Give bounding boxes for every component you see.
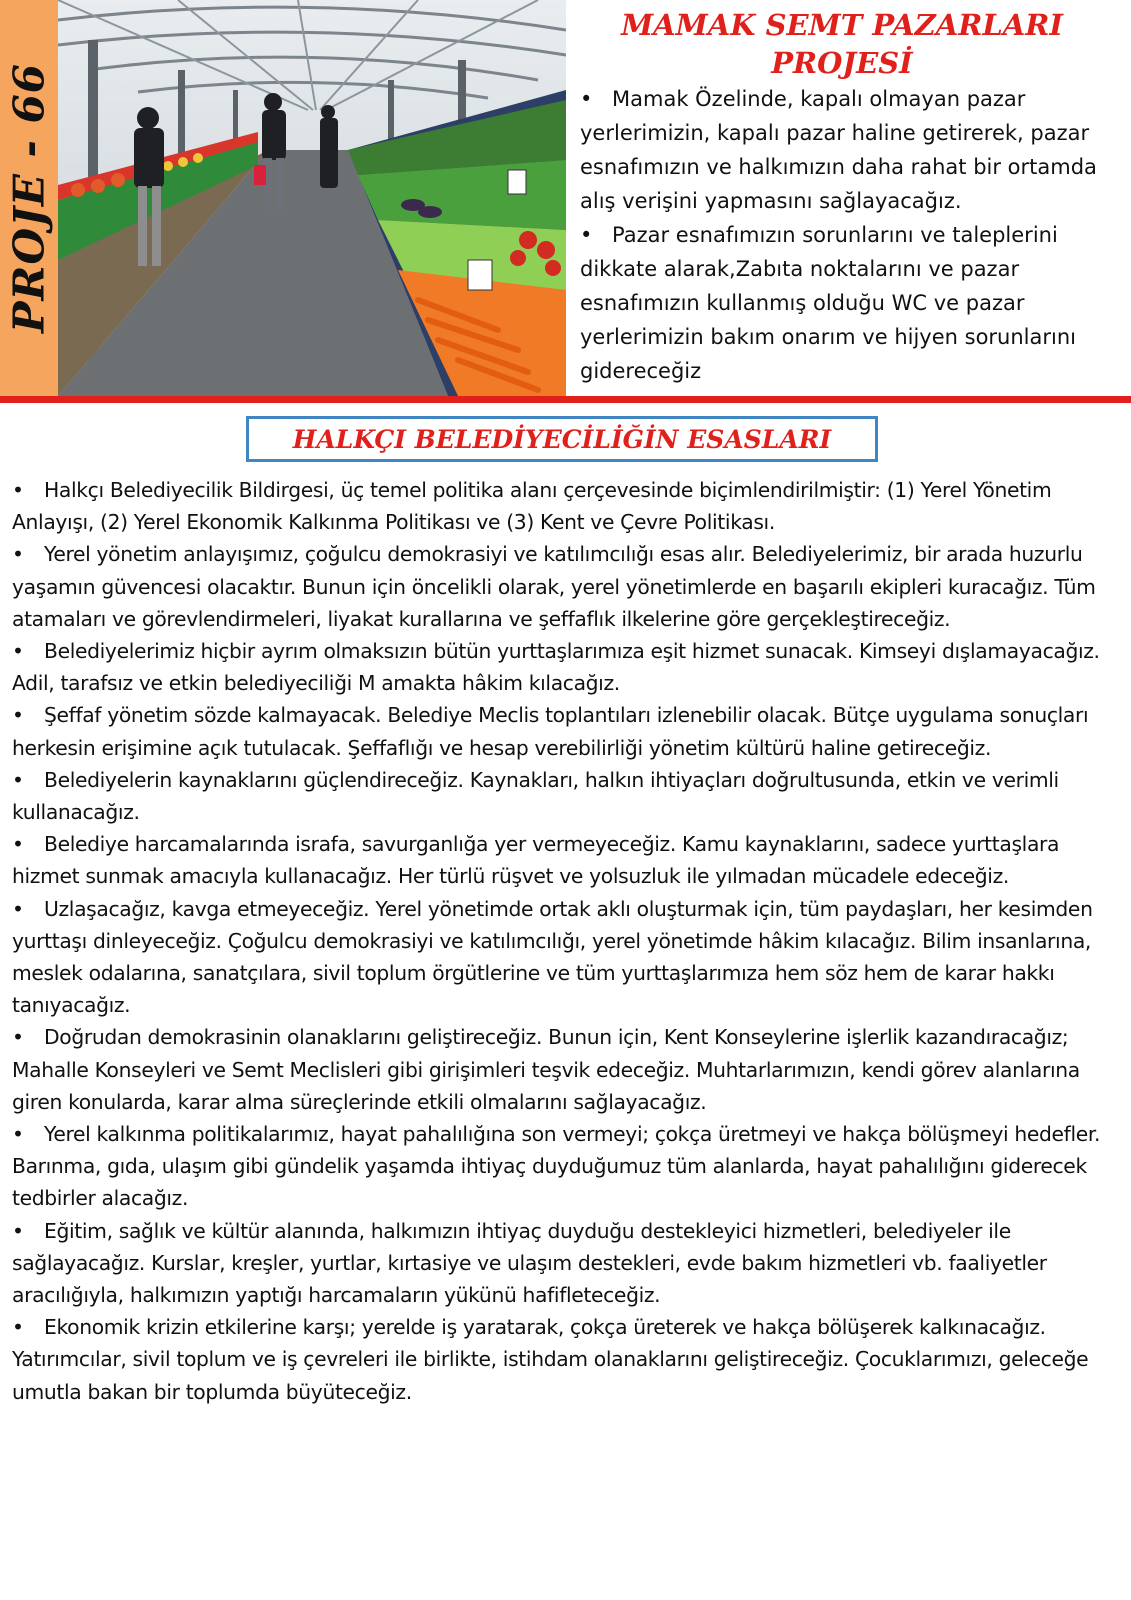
project-bullet: • Pazar esnafımızın sorunlarını ve taleplerini dikkate alarak,Zabıta noktalarını ve pazar esnafımızın kullanmış olduğu WC ve pazar yerlerimizin bakım onarım ve hijyen sorunlarını gidereceğiz xyxy=(580,223,1076,383)
principle-item: • Ekonomik krizin etkilerine karşı; yerelde iş yaratarak, çokça üreterek ve hakça bölüşerek kalkınacağız. xyxy=(12,1315,1046,1340)
principle-item: • Uzlaşacağız, kavga etmeyeceğiz. Yerel yönetimde ortak aklı oluşturmak için, tüm paydaşları, her kesimden yurttaşı dinleyeceğiz. Çoğulcu demokrasiyi ve katılımcılığı, yerel yönetimde hâkim kılacağız. Bilim insanlarına, meslek odalarına, sanatçılara, sivil toplum örgütlerine ve tüm yurttaşlarımıza hem söz hem de karar hakkı tanıyacağız. xyxy=(12,896,1093,1018)
principle-item: • Eğitim, sağlık ve kültür alanında, halkımızın ihtiyaç duyduğu destekleyici hizmetleri, belediyeler ile sağlayacağız. Kurslar, kreşler, yurtlar, kırtasiye ve ulaşım destekleri, evde bakım hizmetleri vb. faaliyetler xyxy=(12,1218,1047,1275)
market-photo xyxy=(58,0,566,396)
principle-item: • Halkçı Belediyecilik Bildirgesi, üç temel politika alanı çerçevesinde biçimlendirilmiştir: (1) Yerel Yönetim Anlayışı, (2) Yerel Ekonomik Kalkınma Politikası ve (3) Kent ve Çevre Politikası. xyxy=(12,478,1052,535)
section-title-box xyxy=(246,416,878,462)
principle-item: • Yerel kalkınma politikalarımız, hayat pahalılığına son vermeyi; çokça üretmeyi ve hakça bölüşmeyi hedefler. Barınma, gıda, ulaşım gibi gündelik yaşamda ihtiyaç duyduğumuz tüm alanlarda, hayat pahalılığını giderecek tedbirler alacağız. xyxy=(12,1122,1101,1211)
project-number-tab xyxy=(0,0,58,396)
section-divider xyxy=(0,396,1131,403)
principle-item: • Belediyelerin kaynaklarını güçlendireceğiz. Kaynakları, halkın ihtiyaçları doğrultusunda, etkin ve verimli kullanacağız. xyxy=(12,767,1059,825)
project-bullet: • Mamak Özelinde, kapalı olmayan pazar yerlerimizin, kapalı pazar haline getirerek, pazar esnafımızın ve halkımızın daha rahat bir ortamda alış verişini yapmasını sağlayacağız. xyxy=(580,87,1097,213)
principle-closing: Yatırımcılar, sivil toplum ve iş çevreleri ile birlikte, istihdam olanaklarını geliştireceğiz. Çocuklarımızı, geleceğe umutla bakan bir toplumda büyüteceğiz. xyxy=(12,1347,1089,1404)
project-title-line-1: MAMAK SEMT PAZARLARI xyxy=(621,8,1063,42)
section-title: HALKÇI BELEDİYECİLİĞİN ESASLARI xyxy=(292,424,832,454)
principle-item: • Şeffaf yönetim sözde kalmayacak. Belediye Meclis toplantıları izlenebilir olacak. Bütçe uygulama sonuçları herkesin erişimine açık tutulacak. Şeffaflığı ve hesap verebilirliği yönetim kültürü haline getireceğiz. xyxy=(12,703,1089,760)
project-title xyxy=(572,6,1112,82)
principle-item: • Belediye harcamalarında israfa, savurganlığa yer vermeyeceğiz. Kamu kaynaklarını, sadece yurttaşlara hizmet sunmak amacıyla kullanacağız. Her türlü rüşvet ve yolsuzluk ile yılmadan mücadele edeceğiz. xyxy=(12,832,1060,889)
principle-continuation: aracılığıyla, halkımızın yaptığı harcamaların yükünü hafifleteceğiz. xyxy=(12,1283,661,1308)
principle-item: • Yerel yönetim anlayışımız, çoğulcu demokrasiyi ve katılımcılığı esas alır. Belediyelerimiz, bir arada huzurlu yaşamın güvencesi olacaktır. Bunun için öncelikli olarak, yerel yönetimlerde en başarılı ekipleri kuracağız. Tüm atamaları ve görevlendirmeleri, liyakat kurallarına ve şeffaflık ilkelerine göre gerçekleştireceğiz. xyxy=(12,542,1096,631)
project-title-line-2: PROJESİ xyxy=(771,46,913,80)
principle-item: • Belediyelerimiz hiçbir ayrım olmaksızın bütün yurttaşlarımıza eşit hizmet sunacak. Kimseyi dışlamayacağız. Adil, tarafsız ve etkin belediyeciliği M amakta hâkim kılacağız. xyxy=(12,639,1100,696)
principles-list xyxy=(12,474,1124,1408)
project-number-label: PROJE - 66 xyxy=(4,62,54,334)
project-description xyxy=(580,82,1120,388)
principle-item: • Doğrudan demokrasinin olanaklarını geliştireceğiz. Bunun için, Kent Konseylerine işlerlik kazandıracağız; Mahalle Konseyleri ve Semt Meclisleri gibi girişimleri teşvik edeceğiz. Muhtarlarımızın, kendi görev alanlarına giren konularda, karar alma süreçlerinde etkili olmalarını sağlayacağız. xyxy=(12,1025,1080,1114)
